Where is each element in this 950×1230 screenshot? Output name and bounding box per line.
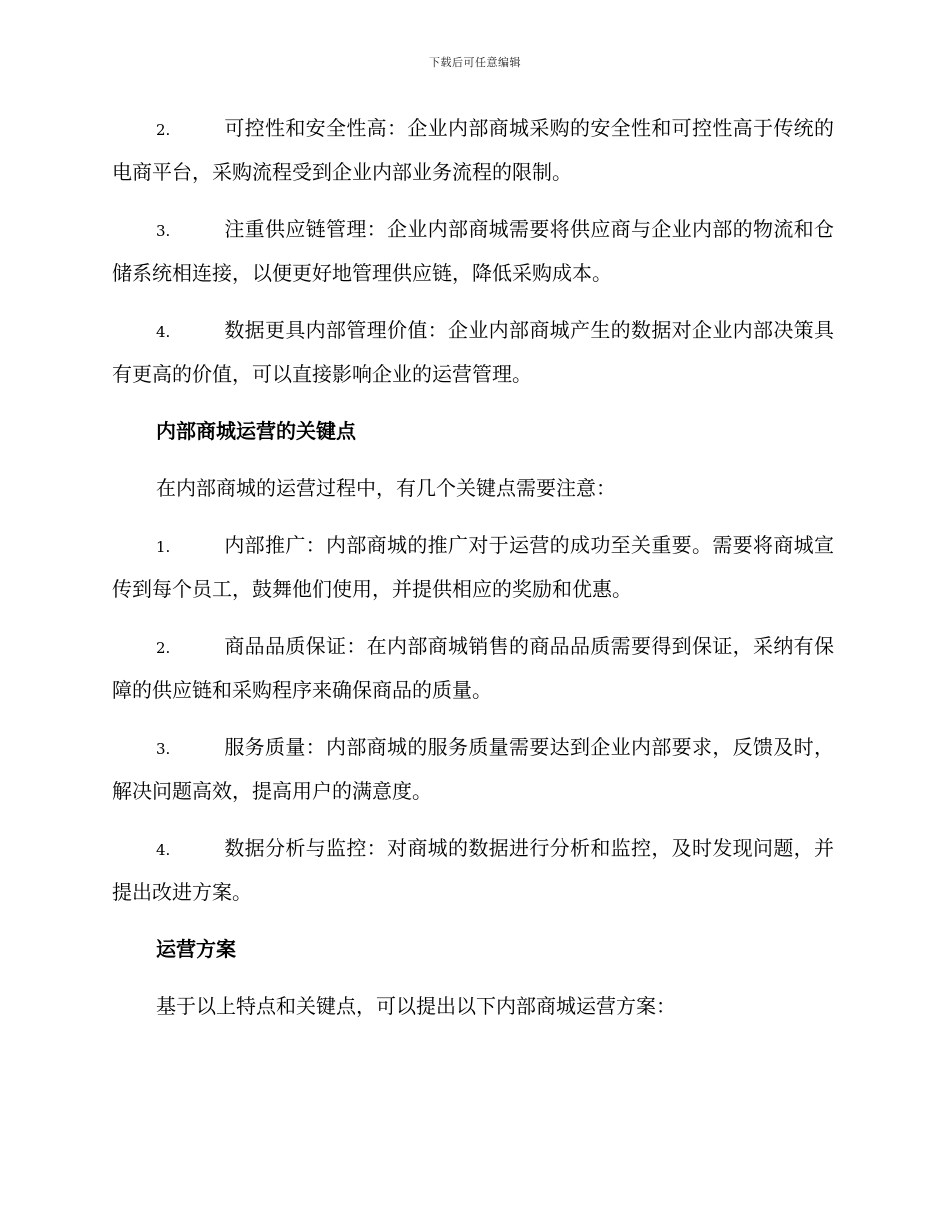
list-item: [112, 524, 834, 610]
section-heading-operation-plan: 运营方案: [156, 937, 236, 961]
list-item: [112, 309, 834, 395]
list-item-text: 商品品质保证：在内部商城销售的商品品质需要得到保证，采纳有保障的供应链和采购程序来确保商品的质量。: [112, 634, 834, 702]
list-item: [112, 107, 834, 193]
list-item-text: 服务质量：内部商城的服务质量需要达到企业内部要求，反馈及时，解决问题高效，提高用户的满意度。: [112, 735, 834, 803]
list-item: [112, 208, 834, 294]
list-item-text: 数据分析与监控：对商城的数据进行分析和监控，及时发现问题，并提出改进方案。: [112, 836, 834, 904]
list-item-text: 数据更具内部管理价值：企业内部商城产生的数据对企业内部决策具有更高的价值，可以直接影响企业的运营管理。: [112, 318, 834, 386]
list-item-text: 可控性和安全性高：企业内部商城采购的安全性和可控性高于传统的电商平台，采购流程受到企业内部业务流程的限制。: [112, 116, 834, 184]
list-item-text: 内部推广：内部商城的推广对于运营的成功至关重要。需要将商城宣传到每个员工，鼓舞他们使用，并提供相应的奖励和优惠。: [112, 533, 834, 601]
list-item-number: 2.: [156, 121, 171, 139]
section-intro-key-points: 在内部商城的运营过程中，有几个关键点需要注意：: [156, 476, 616, 500]
list-item-number: 4.: [156, 323, 171, 341]
list-item-text: 注重供应链管理：企业内部商城需要将供应商与企业内部的物流和仓储系统相连接，以便更好地管理供应链，降低采购成本。: [112, 217, 834, 285]
list-item: [112, 827, 834, 913]
list-item-number: 4.: [156, 841, 171, 859]
list-item: [112, 726, 834, 812]
list-item: [112, 625, 834, 711]
list-item-number: 3.: [156, 222, 171, 240]
page-header: 下载后可任意编辑: [429, 56, 521, 69]
document-body: [112, 107, 834, 1042]
list-item-number: 3.: [156, 740, 171, 758]
list-item-number: 2.: [156, 639, 171, 657]
section-intro-operation-plan: 基于以上特点和关键点，可以提出以下内部商城运营方案：: [156, 994, 676, 1018]
section-heading-key-points: 内部商城运营的关键点: [156, 419, 356, 443]
list-item-number: 1.: [156, 538, 171, 556]
